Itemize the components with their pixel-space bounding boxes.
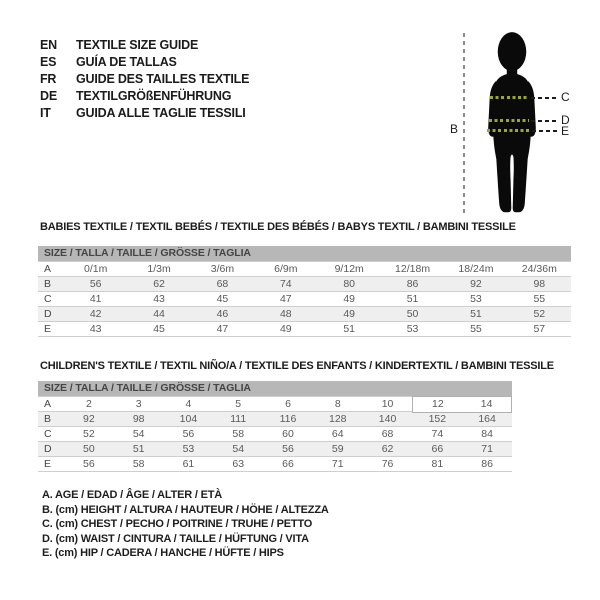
size-value: 9/12m [334, 263, 364, 275]
size-value: 41 [89, 293, 102, 305]
size-value: 44 [153, 308, 165, 320]
size-value: 47 [279, 293, 292, 305]
size-value: 45 [216, 293, 229, 305]
size-value: 86 [481, 458, 493, 470]
size-value: 55 [470, 323, 482, 335]
babies-table-header: SIZE / TALLA / TAILLE / GRÖSSE / TAGLIA [38, 246, 571, 262]
size-value: 61 [182, 458, 195, 470]
figure-height-label: B [450, 122, 459, 136]
figure-chest-label: C [561, 90, 570, 104]
language-guide-title: GUIDA ALLE TAGLIE TESSILI [76, 106, 246, 120]
size-value: 24/36m [521, 263, 557, 275]
size-value: 64 [331, 428, 344, 440]
size-value: 42 [89, 308, 102, 320]
language-code: ES [40, 55, 57, 69]
language-title-block [40, 37, 249, 122]
size-row-a [38, 262, 571, 277]
language-row-it [40, 105, 249, 122]
babies-size-table [38, 246, 571, 337]
size-row-c [38, 292, 571, 307]
legend-line-2: C. (cm) CHEST / PECHO / POITRINE / TRUHE / PETTO [42, 518, 313, 531]
size-row-b [38, 412, 512, 427]
size-value: 46 [216, 308, 229, 320]
size-value: 2 [85, 398, 92, 410]
size-value: 54 [232, 443, 245, 455]
measurement-legend [42, 488, 329, 561]
waist-measure-line [489, 119, 529, 122]
figure-waist-label: D [561, 113, 570, 127]
size-value: 98 [132, 413, 145, 425]
size-value: 59 [331, 443, 344, 455]
row-label: E [44, 458, 52, 470]
chest-leader-line [531, 97, 557, 99]
size-row-a [38, 397, 512, 412]
size-value: 92 [83, 413, 95, 425]
size-value: 57 [533, 323, 546, 335]
size-value: 53 [182, 443, 195, 455]
size-value: 52 [83, 428, 95, 440]
size-value: 53 [406, 323, 419, 335]
size-value: 49 [343, 293, 356, 305]
size-value: 104 [179, 413, 198, 425]
language-code: DE [40, 89, 57, 103]
size-value: 47 [216, 323, 229, 335]
size-value: 6 [285, 398, 291, 410]
size-value: 18/24m [458, 263, 494, 275]
size-value: 111 [230, 413, 247, 425]
size-value: 74 [279, 278, 292, 290]
size-value: 63 [232, 458, 245, 470]
size-value: 58 [232, 428, 245, 440]
size-value: 45 [153, 323, 165, 335]
size-value: 56 [83, 458, 95, 470]
size-value: 68 [216, 278, 229, 290]
size-value: 60 [282, 428, 294, 440]
row-label: B [44, 278, 52, 290]
size-value: 81 [431, 458, 444, 470]
row-label: E [44, 323, 52, 335]
size-value: 51 [343, 323, 356, 335]
size-value: 0/1m [84, 263, 108, 275]
size-value: 43 [89, 323, 102, 335]
language-guide-title: TEXTILGRÖßENFÜHRUNG [76, 89, 232, 103]
language-row-es [40, 54, 249, 71]
size-value: 164 [478, 413, 496, 425]
legend-line-1: B. (cm) HEIGHT / ALTURA / HAUTEUR / HÖHE / ALTEZZA [42, 503, 329, 516]
legend-line-3: D. (cm) WAIST / CINTURA / TAILLE / HÜFTUNG / VITA [42, 532, 309, 545]
size-value: 76 [381, 458, 394, 470]
row-label: B [44, 413, 52, 425]
row-label: D [44, 443, 52, 455]
legend-line-0: A. AGE / EDAD / ÂGE / ALTER / ETÀ [42, 489, 223, 501]
language-guide-title: GUIDE DES TAILLES TEXTILE [76, 72, 250, 86]
size-value: 56 [182, 428, 195, 440]
size-value: 12 [412, 396, 462, 413]
language-code: FR [40, 72, 57, 86]
size-row-d [38, 442, 512, 457]
size-value: 128 [329, 413, 347, 425]
size-value: 116 [279, 413, 297, 425]
size-value: 62 [381, 443, 394, 455]
babies-section-heading: BABIES TEXTILE / TEXTIL BEBÉS / TEXTILE DES BÉBÉS / BABYS TEXTIL / BAMBINI TESSILE [40, 221, 516, 233]
size-value: 14 [462, 396, 512, 413]
language-row-de [40, 88, 249, 105]
language-code: IT [40, 106, 51, 120]
size-value: 84 [481, 428, 493, 440]
size-value: 152 [428, 413, 447, 425]
size-value: 80 [343, 278, 356, 290]
size-value: 52 [533, 308, 546, 320]
size-value: 92 [470, 278, 482, 290]
language-guide-title: TEXTILE SIZE GUIDE [76, 38, 199, 52]
size-value: 53 [470, 293, 482, 305]
size-value: 51 [470, 308, 482, 320]
size-value: 62 [153, 278, 165, 290]
size-value: 74 [431, 428, 444, 440]
size-value: 3/6m [210, 263, 235, 275]
legend-line-4: E. (cm) HIP / CADERA / HANCHE / HÜFTE / HIPS [42, 547, 284, 560]
size-value: 3 [135, 398, 142, 410]
height-measure-line [463, 33, 465, 213]
waist-leader-line [531, 120, 557, 122]
size-value: 48 [279, 308, 292, 320]
size-value: 8 [334, 398, 341, 410]
row-label: A [44, 398, 52, 410]
size-value: 49 [343, 308, 356, 320]
figure-hip-label: E [561, 124, 570, 138]
row-label: C [44, 428, 52, 440]
size-value: 54 [132, 428, 145, 440]
size-value: 56 [282, 443, 294, 455]
measurement-figure [440, 18, 600, 228]
size-value: 51 [406, 293, 419, 305]
size-value: 86 [406, 278, 419, 290]
hip-leader-line [532, 130, 557, 132]
size-value: 56 [89, 278, 102, 290]
size-value: 140 [378, 413, 397, 425]
size-value: 50 [406, 308, 419, 320]
language-row-en [40, 37, 249, 54]
size-row-b [38, 277, 571, 292]
size-value: 58 [132, 458, 145, 470]
size-row-c [38, 427, 512, 442]
size-value: 12/18m [395, 263, 431, 275]
size-row-e [38, 322, 571, 337]
size-value: 98 [533, 278, 546, 290]
size-value: 4 [185, 398, 192, 410]
children-section-heading: CHILDREN'S TEXTILE / TEXTIL NIÑO/A / TEXTILE DES ENFANTS / KINDERTEXTIL / BAMBINI TESSILE [40, 360, 554, 372]
size-value: 6/9m [274, 263, 298, 275]
language-code: EN [40, 38, 57, 52]
size-value: 66 [282, 458, 294, 470]
size-value: 49 [279, 323, 292, 335]
chest-measure-line [490, 96, 529, 99]
size-value: 51 [132, 443, 145, 455]
size-value: 68 [381, 428, 394, 440]
children-size-table [38, 381, 512, 472]
size-value: 55 [533, 293, 546, 305]
size-value: 5 [235, 398, 242, 410]
language-row-fr [40, 71, 249, 88]
row-label: C [44, 293, 52, 305]
size-value: 66 [431, 443, 444, 455]
row-label: A [44, 263, 52, 275]
children-table-header: SIZE / TALLA / TAILLE / GRÖSSE / TAGLIA [38, 381, 512, 397]
size-value: 1/3m [147, 263, 171, 275]
size-row-e [38, 457, 512, 472]
size-value: 71 [331, 458, 344, 470]
size-value: 71 [481, 443, 493, 455]
size-value: 50 [83, 443, 95, 455]
size-value: 43 [153, 293, 165, 305]
size-row-d [38, 307, 571, 322]
size-value: 10 [381, 398, 394, 410]
language-guide-title: GUÍA DE TALLAS [76, 55, 177, 69]
row-label: D [44, 308, 52, 320]
hip-measure-line [487, 129, 531, 132]
